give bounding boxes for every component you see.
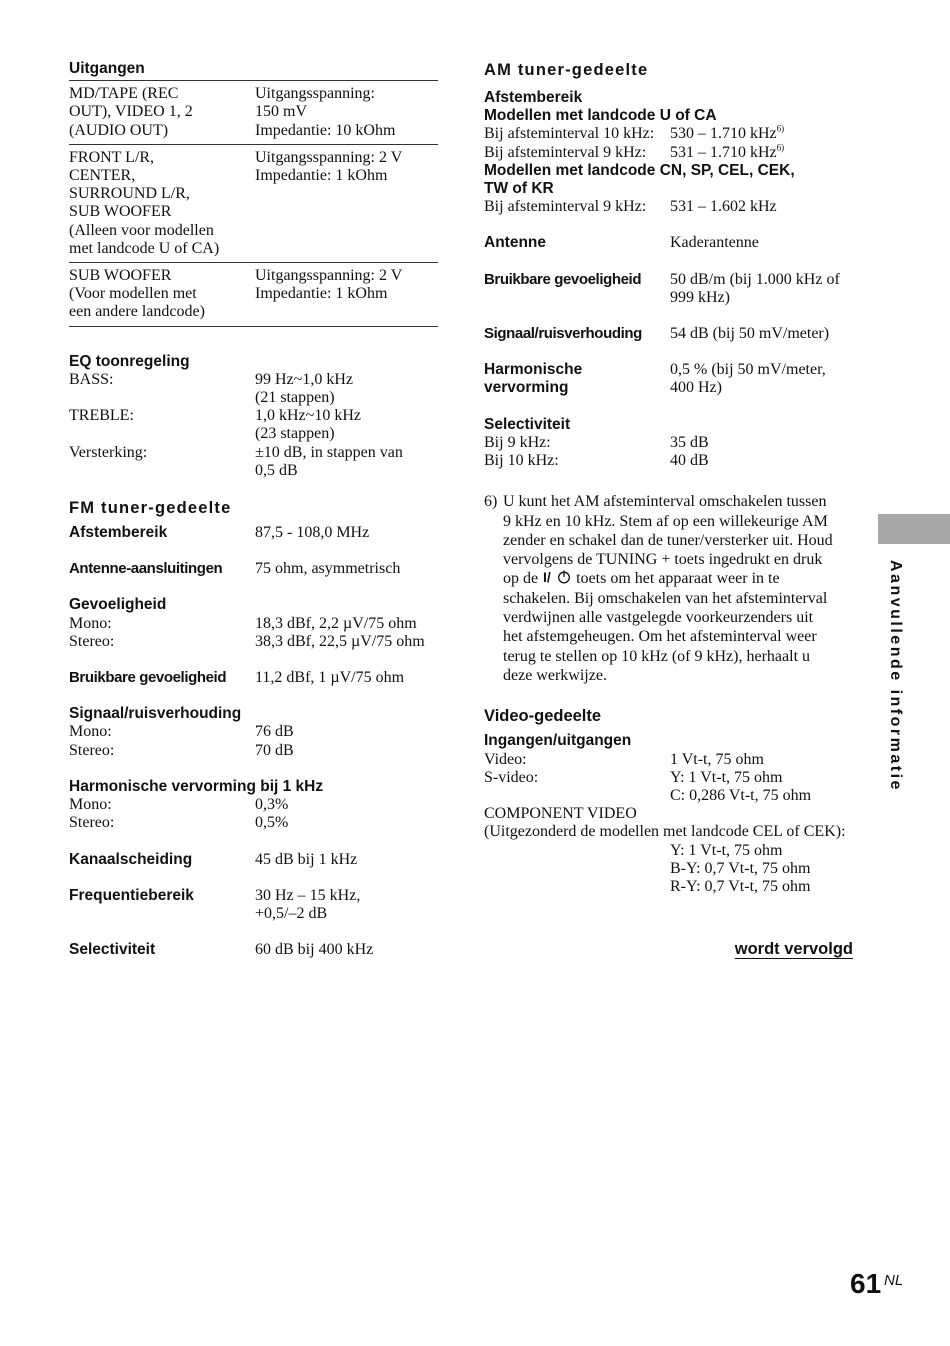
spec-row (69, 407, 438, 443)
am-sel-9-value: 35 dB (670, 433, 709, 451)
footnote-mark: 6) (776, 142, 785, 153)
spec-row (484, 234, 856, 252)
fm-snr-mono-label: Mono: (69, 723, 112, 741)
spec-row (484, 452, 856, 470)
footnote-line: schakelen. Bij omschakelen van het afsteminterval (503, 589, 828, 607)
outputs-table (69, 80, 438, 326)
video-label: Video: (484, 750, 527, 768)
spec-row (484, 271, 856, 307)
output-name-line: SUB WOOFER (69, 203, 172, 221)
eq-gain-label: Versterking: (69, 443, 148, 461)
spec-row (69, 633, 438, 651)
svideo-value (670, 769, 856, 805)
output-value-line: Uitgangsspanning: (255, 85, 375, 103)
footnote-line (503, 569, 833, 588)
component-video-note: (Uitgezonderd de modellen met landcode CEL of CEK): (484, 823, 846, 841)
fm-frequency-label: Frequentiebereik (69, 886, 194, 904)
output-name-line: (Alleen voor modellen (69, 221, 214, 239)
left-column (69, 60, 438, 959)
spec-row (69, 371, 438, 407)
am-antenna-label: Antenne (484, 234, 546, 252)
am-other-9-label: Bij afsteminterval 9 kHz: (484, 198, 647, 216)
table-row (69, 263, 438, 327)
am-other-9-value: 531 – 1.602 kHz (670, 198, 777, 216)
value-text: 530 – 1.710 kHz (670, 125, 777, 143)
fm-thd-title: Harmonische vervorming bij 1 kHz (69, 777, 324, 795)
spec-row (69, 524, 438, 542)
fm-snr-stereo-value: 70 dB (255, 741, 294, 759)
output-name-line: een andere landcode) (69, 303, 205, 321)
fm-sens-mono-label: Mono: (69, 614, 112, 632)
value-line: 30 Hz – 15 kHz, (255, 886, 361, 904)
spec-row (484, 434, 856, 452)
fm-separation-value: 45 dB bij 1 kHz (255, 850, 358, 868)
output-name-line: MD/TAPE (REC (69, 85, 179, 103)
value-line: 1,0 kHz~10 kHz (255, 407, 361, 425)
output-name-line: CENTER, (69, 167, 136, 185)
fm-section-title: FM tuner-gedeelte (69, 499, 232, 518)
spec-row (69, 814, 438, 832)
am-uca-9-label: Bij afsteminterval 9 kHz: (484, 143, 647, 161)
spec-row (69, 941, 438, 959)
output-value-line: Uitgangsspanning: 2 V (255, 267, 403, 285)
fm-sens-stereo-label: Stereo: (69, 632, 115, 650)
side-tab-marker (878, 514, 950, 544)
am-snr-value: 54 dB (bij 50 mV/meter) (670, 325, 830, 343)
value-line: (21 stappen) (255, 389, 335, 407)
eq-bass-value (255, 371, 438, 407)
table-row (69, 81, 438, 145)
am-thd-label (484, 361, 670, 397)
fm-thd-mono-label: Mono: (69, 796, 112, 814)
footnote-text-part: op de (503, 570, 539, 588)
spec-row (69, 615, 438, 633)
video-value: 1 Vt-t, 75 ohm (670, 750, 764, 768)
fm-frequency-value (255, 887, 438, 923)
output-value-line: Impedantie: 10 kOhm (255, 121, 396, 139)
am-section-title: AM tuner-gedeelte (484, 61, 649, 79)
value-line: (23 stappen) (255, 425, 335, 443)
value-line: Y: 1 Vt-t, 75 ohm (670, 768, 783, 786)
eq-bass-label: BASS: (69, 370, 114, 388)
fm-selectivity-label: Selectiviteit (69, 941, 156, 959)
page-number: 61 (850, 1268, 882, 1299)
value-line: 50 dB/m (bij 1.000 kHz of (670, 270, 840, 288)
value-line: Y: 1 Vt-t, 75 ohm (670, 841, 783, 859)
output-value-line: Uitgangsspanning: 2 V (255, 148, 403, 166)
eq-title: EQ toonregeling (69, 352, 190, 370)
fm-range-value: 87,5 - 108,0 MHz (255, 524, 370, 542)
am-uca-10-label: Bij afsteminterval 10 kHz: (484, 125, 655, 143)
video-section-title: Video-gedeelte (484, 707, 602, 726)
footnote-mark: 6) (776, 124, 785, 135)
spec-row (484, 361, 856, 397)
spec-row (484, 769, 856, 805)
am-range-title: Afstembereik (484, 89, 583, 106)
value-line: +0,5/–2 dB (255, 904, 328, 922)
am-models-uca: Modellen met landcode U of CA (484, 107, 717, 125)
value-line: C: 0,286 Vt-t, 75 ohm (670, 787, 812, 805)
fm-sensitivity-title: Gevoeligheid (69, 596, 167, 614)
fm-sens-stereo-value: 38,3 dBf, 22,5 µV/75 ohm (255, 632, 425, 650)
am-models-other-2: TW of KR (484, 180, 554, 198)
continued-container (484, 940, 853, 959)
am-sel-10-label: Bij 10 kHz: (484, 452, 559, 470)
fm-thd-stereo-value: 0,5% (255, 814, 289, 832)
spec-row (69, 723, 438, 741)
value-line: 400 Hz) (670, 379, 722, 397)
am-sel-9-label: Bij 9 kHz: (484, 433, 551, 451)
output-value-line: 150 mV (255, 103, 307, 121)
spec-row (484, 325, 856, 343)
value-line: B-Y: 0,7 Vt-t, 75 ohm (670, 859, 811, 877)
spec-row (69, 887, 438, 923)
am-snr-label: Signaal/ruisverhouding (484, 325, 642, 343)
footnote-line: verdwijnen alle vastgelegde voorkeurzenders uit (503, 609, 814, 627)
output-name-line: SURROUND L/R, (69, 185, 190, 203)
spec-row (484, 125, 856, 143)
value-line: 0,5 dB (255, 461, 298, 479)
fm-usable-value: 11,2 dBf, 1 µV/75 ohm (255, 669, 405, 687)
eq-treble-value (255, 407, 438, 443)
spec-row (69, 669, 438, 687)
value-line: 999 kHz) (670, 288, 730, 306)
value-line: 0,5 % (bij 50 mV/meter, (670, 361, 826, 379)
spec-row (69, 796, 438, 814)
footnote (484, 492, 856, 685)
output-value (255, 263, 438, 327)
spec-row (484, 751, 856, 769)
footnote-text-part: toets om het apparaat weer in te (576, 570, 780, 588)
am-uca-10-value (670, 125, 856, 143)
fm-range-label: Afstembereik (69, 524, 168, 542)
footnote-line: deze werkwijze. (503, 666, 607, 684)
spec-row (69, 851, 438, 869)
am-selectivity-title: Selectiviteit (484, 415, 571, 433)
fm-usable-label: Bruikbare gevoeligheid (69, 669, 227, 687)
fm-antenna-label: Antenne-aansluitingen (69, 560, 223, 578)
spec-row (484, 842, 856, 897)
output-name-line: FRONT L/R, (69, 148, 155, 166)
eq-gain-value (255, 444, 438, 480)
footnote-line: terug te stellen op 10 kHz (of 9 kHz), herhaalt u (503, 647, 811, 665)
spec-row (484, 198, 856, 216)
value-line: 99 Hz~1,0 kHz (255, 370, 353, 388)
fm-sens-mono-value: 18,3 dBf, 2,2 µV/75 ohm (255, 614, 417, 632)
fm-antenna-value: 75 ohm, asymmetrisch (255, 560, 401, 578)
power-icon (542, 569, 572, 584)
output-name-line: OUT), VIDEO 1, 2 (69, 103, 193, 121)
output-name (69, 144, 255, 262)
output-name (69, 263, 255, 327)
output-value (255, 144, 438, 262)
footnote-line: U kunt het AM afsteminterval omschakelen tussen (503, 493, 827, 511)
label-line: Harmonische (484, 361, 583, 379)
footnote-line: het afstemgeheugen. Om het afsteminterval weer (503, 628, 817, 646)
output-value-line: Impedantie: 1 kOhm (255, 167, 388, 185)
footnote-text (503, 492, 833, 685)
spec-row (484, 144, 856, 162)
footnote-line: vervolgens de TUNING + toets ingedrukt en druk (503, 551, 823, 569)
spec-row (69, 444, 438, 480)
output-name (69, 81, 255, 145)
component-video-values (670, 842, 856, 897)
am-usable-value (670, 271, 856, 307)
output-name-line: SUB WOOFER (69, 267, 172, 285)
output-value (255, 81, 438, 145)
footnote-line: zender en schakel dan de tuner/versterker uit. Houd (503, 531, 833, 549)
table-row (69, 144, 438, 262)
label-line: vervorming (484, 379, 569, 397)
am-thd-value (670, 361, 856, 397)
am-antenna-value: Kaderantenne (670, 234, 759, 252)
footnote-number: 6) (484, 493, 498, 511)
fm-snr-title: Signaal/ruisverhouding (69, 705, 242, 723)
continued-label: wordt vervolgd (734, 940, 853, 959)
fm-selectivity-value: 60 dB bij 400 kHz (255, 941, 374, 959)
fm-separation-label: Kanaalscheiding (69, 850, 193, 868)
fm-snr-mono-value: 76 dB (255, 723, 294, 741)
output-name-line: (Voor modellen met (69, 285, 197, 303)
value-line: R-Y: 0,7 Vt-t, 75 ohm (670, 878, 811, 896)
spec-row (69, 742, 438, 760)
video-io-title: Ingangen/uitgangen (484, 732, 632, 750)
output-name-line: (AUDIO OUT) (69, 121, 169, 139)
output-value-line: Impedantie: 1 kOhm (255, 285, 388, 303)
am-usable-label: Bruikbare gevoeligheid (484, 270, 642, 288)
am-models-other: Modellen met landcode CN, SP, CEL, CEK, (484, 161, 795, 179)
right-column (484, 60, 856, 959)
outputs-title: Uitgangen (69, 60, 145, 77)
spec-row (69, 560, 438, 578)
footnote-line: 9 kHz en 10 kHz. Stem af op een willekeurige AM (503, 512, 828, 530)
value-line: ±10 dB, in stappen van (255, 443, 403, 461)
am-sel-10-value: 40 dB (670, 452, 709, 470)
fm-snr-stereo-label: Stereo: (69, 741, 115, 759)
eq-treble-label: TREBLE: (69, 407, 134, 425)
output-name-line: met landcode U of CA) (69, 239, 220, 257)
page-language-suffix: NL (884, 1272, 904, 1289)
component-video-label: COMPONENT VIDEO (484, 805, 637, 823)
fm-thd-stereo-label: Stereo: (69, 814, 115, 832)
value-text: 531 – 1.710 kHz (670, 143, 777, 161)
svideo-label: S-video: (484, 768, 539, 786)
svg-text:I/: I/ (543, 569, 551, 585)
fm-thd-mono-value: 0,3% (255, 796, 289, 814)
side-tab-label: Aanvullende informatie (887, 560, 904, 792)
am-uca-9-value (670, 144, 856, 162)
